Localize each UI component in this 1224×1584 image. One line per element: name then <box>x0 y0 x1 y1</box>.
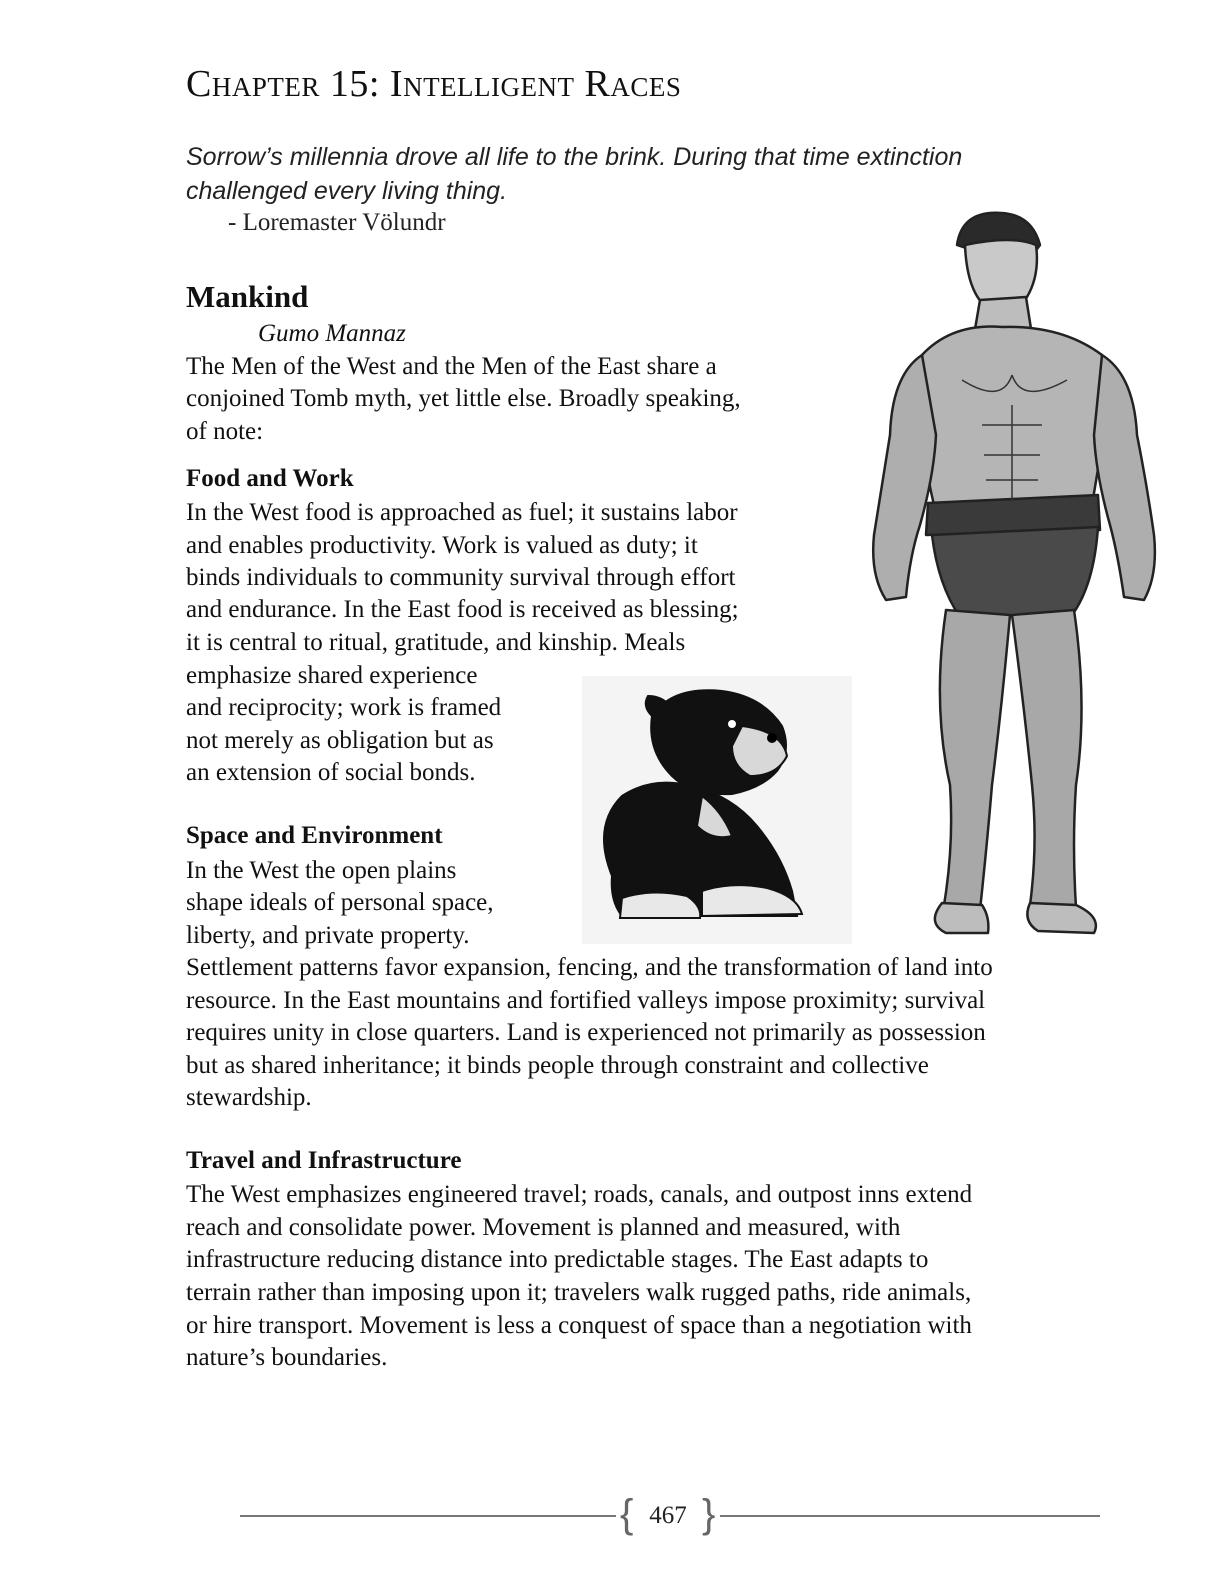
paragraph-line: it is central to ritual, gratitude, and kinship. Meals <box>186 629 686 656</box>
man-illustration <box>862 205 1162 945</box>
paragraph-line: requires unity in close quarters. Land is experienced not primarily as possession <box>186 1019 986 1046</box>
paragraph-line: Settlement patterns favor expansion, fencing, and the transformation of land into <box>186 954 993 981</box>
paragraph-line: The West emphasizes engineered travel; roads, canals, and outpost inns extend <box>186 1181 973 1208</box>
paragraph-line: infrastructure reducing distance into predictable stages. The East adapts to <box>186 1246 929 1273</box>
paragraph-line: In the West the open plains <box>186 857 457 884</box>
subsection-heading: Travel and Infrastructure <box>186 1147 462 1174</box>
paragraph-line: nature’s boundaries. <box>186 1344 388 1371</box>
epigraph-line: Sorrow’s millennia drove all life to the brink. During that time extinction <box>186 143 963 171</box>
footer-rule-right <box>720 1515 1100 1517</box>
paragraph-line: reach and consolidate power. Movement is planned and measured, with <box>186 1214 901 1241</box>
epigraph-attribution: - Loremaster Völundr <box>228 209 446 236</box>
intro-line: conjoined Tomb myth, yet little else. Broadly speaking, <box>186 385 741 412</box>
footer-bracket-right: } <box>702 1492 716 1536</box>
paragraph-line: but as shared inheritance; it binds people through constraint and collective <box>186 1052 929 1079</box>
footer-rule-left <box>240 1515 616 1517</box>
paragraph-line: stewardship. <box>186 1084 312 1111</box>
paragraph-line: or hire transport. Movement is less a conquest of space than a negotiation with <box>186 1312 972 1339</box>
paragraph-line: terrain rather than imposing upon it; travelers walk rugged paths, ride animals, <box>186 1279 972 1306</box>
paragraph-line: and endurance. In the East food is received as blessing; <box>186 596 739 623</box>
dog-illustration <box>582 676 852 944</box>
footer-bracket-left: { <box>620 1492 634 1536</box>
section-title: Mankind <box>186 279 309 314</box>
section-subtitle: Gumo Mannaz <box>258 320 406 347</box>
intro-line: The Men of the West and the Men of the East share a <box>186 353 717 380</box>
paragraph-line: emphasize shared experience <box>186 662 478 689</box>
intro-line: of note: <box>186 418 264 445</box>
subsection-heading: Space and Environment <box>186 822 443 849</box>
page-number: 467 <box>649 1502 687 1529</box>
paragraph-line: binds individuals to community survival through effort <box>186 564 736 591</box>
epigraph-line: challenged every living thing. <box>186 177 508 205</box>
paragraph-line: resource. In the East mountains and fortified valleys impose proximity; survival <box>186 987 986 1014</box>
paragraph-line: an extension of social bonds. <box>186 759 476 786</box>
paragraph-line: and enables productivity. Work is valued as duty; it <box>186 532 698 559</box>
chapter-title: Chapter 15: Intelligent Races <box>186 63 682 105</box>
paragraph-line: and reciprocity; work is framed <box>186 694 502 721</box>
paragraph-line: shape ideals of personal space, <box>186 889 494 916</box>
epigraph <box>186 140 1056 208</box>
paragraph-line: liberty, and private property. <box>186 922 470 949</box>
paragraph-line: In the West food is approached as fuel; it sustains labor <box>186 499 738 526</box>
subsection-heading: Food and Work <box>186 465 354 492</box>
paragraph-line: not merely as obligation but as <box>186 727 494 754</box>
